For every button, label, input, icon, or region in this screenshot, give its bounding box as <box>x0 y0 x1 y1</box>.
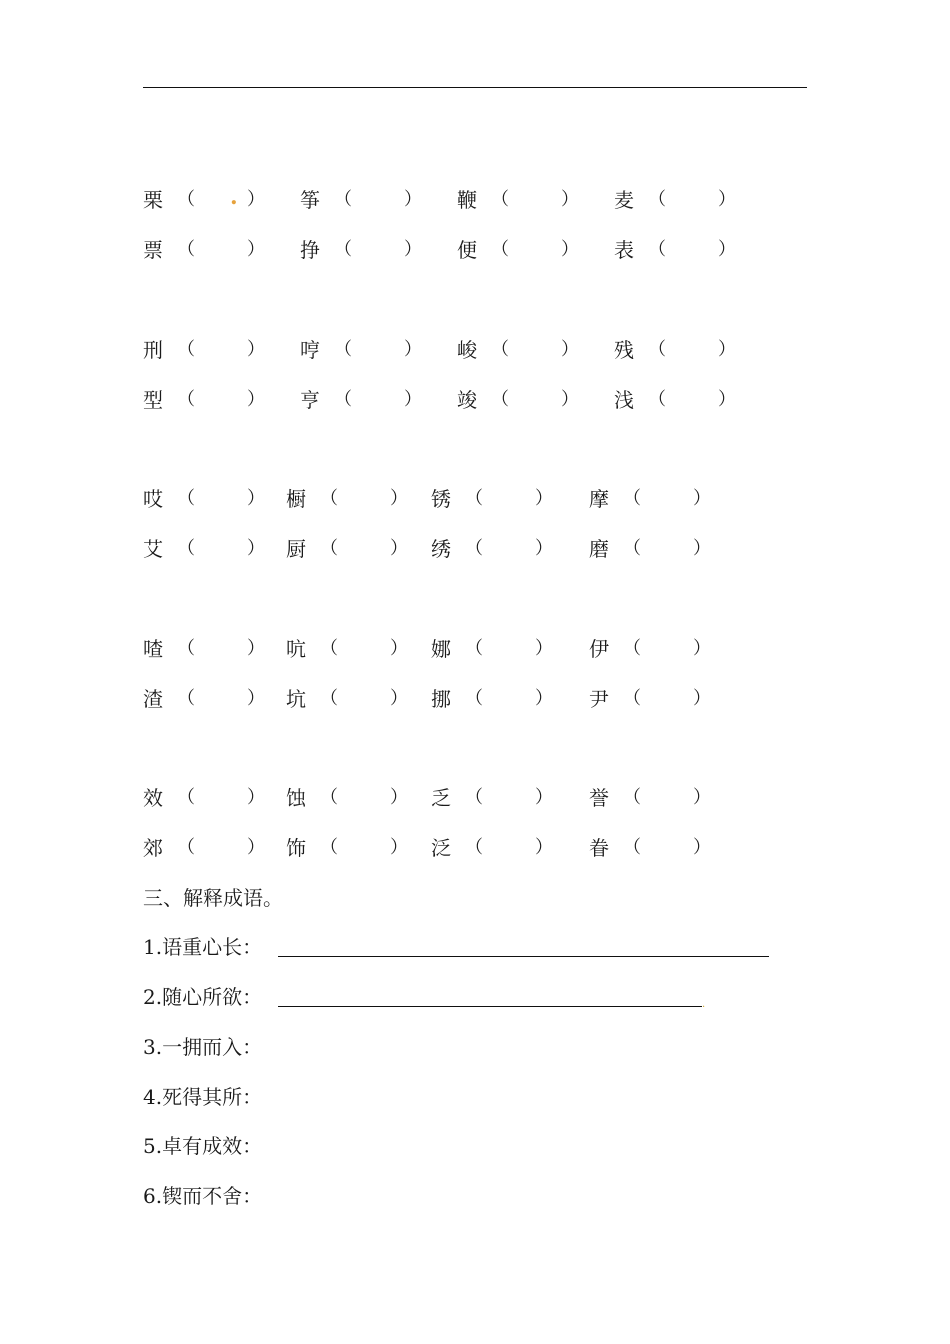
paren-close: ） <box>718 339 736 360</box>
paren-close: ） <box>718 189 736 210</box>
character: 艾 <box>143 537 163 561</box>
character: 喳 <box>143 637 163 661</box>
character: 绣 <box>431 537 451 561</box>
character: 表 <box>614 238 634 262</box>
paren-close: ） <box>247 638 265 659</box>
character: 筝 <box>300 188 320 212</box>
paren-open: （ <box>177 389 195 410</box>
idiom-item-6: 6.锲而不舍： <box>143 1184 263 1208</box>
paren-close: ） <box>535 488 553 509</box>
paren-close: ） <box>561 389 579 410</box>
char-cell <box>431 833 553 863</box>
paren-close: ） <box>693 638 711 659</box>
idiom-item-5: 5.卓有成效： <box>143 1134 263 1158</box>
idiom-label: 1.语重心长： <box>143 935 263 959</box>
dot-mark: . <box>702 999 706 1010</box>
paren-open: （ <box>320 688 338 709</box>
paren-close: ） <box>561 189 579 210</box>
char-cell <box>589 783 711 813</box>
char-cell <box>589 634 711 664</box>
character: 麦 <box>614 188 634 212</box>
paren-close: ） <box>693 538 711 559</box>
paren-open: （ <box>334 339 352 360</box>
idiom-item-1 <box>143 932 262 962</box>
character: 效 <box>143 786 163 810</box>
paren-close: ） <box>247 389 265 410</box>
char-cell <box>143 385 265 415</box>
char-cell <box>457 185 579 215</box>
paren-open: （ <box>465 688 483 709</box>
paren-close: ） <box>247 488 265 509</box>
char-cell <box>457 385 579 415</box>
char-cell <box>286 484 408 514</box>
character: 哎 <box>143 487 163 511</box>
paren-open: （ <box>491 189 509 210</box>
paren-close: ） <box>535 688 553 709</box>
character: 坑 <box>286 687 306 711</box>
paren-close: ） <box>561 339 579 360</box>
section-title: 三、解释成语。 <box>143 886 283 910</box>
character: 誉 <box>589 786 609 810</box>
character: 亨 <box>300 388 320 412</box>
paren-open: （ <box>320 837 338 858</box>
paren-close: ） <box>247 239 265 260</box>
idiom-item-4: 4.死得其所： <box>143 1085 263 1109</box>
paren-open: （ <box>623 638 641 659</box>
char-cell <box>143 684 265 714</box>
character: 鞭 <box>457 188 477 212</box>
char-cell <box>457 235 579 265</box>
paren-open: （ <box>491 339 509 360</box>
character: 哼 <box>300 338 320 362</box>
character: 郊 <box>143 836 163 860</box>
character: 票 <box>143 238 163 262</box>
char-cell <box>300 185 422 215</box>
paren-close: ） <box>390 638 408 659</box>
char-cell <box>614 235 736 265</box>
character: 刑 <box>143 338 163 362</box>
paren-open: （ <box>491 389 509 410</box>
paren-open: （ <box>623 538 641 559</box>
paren-close: ） <box>535 538 553 559</box>
character: 饰 <box>286 836 306 860</box>
char-cell <box>614 385 736 415</box>
paren-open: （ <box>177 538 195 559</box>
paren-open: （ <box>648 239 666 260</box>
char-cell <box>589 684 711 714</box>
paren-close: ） <box>535 837 553 858</box>
paren-open: （ <box>320 538 338 559</box>
paren-close: ） <box>693 787 711 808</box>
idiom-label: 2.随心所欲： <box>143 985 263 1009</box>
char-cell <box>143 484 265 514</box>
char-cell <box>431 484 553 514</box>
character: 锈 <box>431 487 451 511</box>
char-cell <box>614 335 736 365</box>
character: 厨 <box>286 537 306 561</box>
paren-open: （ <box>177 837 195 858</box>
char-cell <box>300 385 422 415</box>
char-cell <box>589 484 711 514</box>
char-cell <box>143 335 265 365</box>
char-cell <box>614 185 736 215</box>
paren-open: （ <box>465 787 483 808</box>
character: 吭 <box>286 637 306 661</box>
paren-open: （ <box>465 538 483 559</box>
paren-close: ） <box>404 339 422 360</box>
char-cell <box>286 634 408 664</box>
character: 橱 <box>286 487 306 511</box>
character: 便 <box>457 238 477 262</box>
char-cell <box>589 534 711 564</box>
paren-close: ） <box>404 389 422 410</box>
character: 型 <box>143 388 163 412</box>
paren-close: ） <box>247 339 265 360</box>
paren-open: （ <box>177 488 195 509</box>
paren-close: ） <box>247 837 265 858</box>
paren-close: ） <box>390 488 408 509</box>
paren-close: ） <box>693 488 711 509</box>
paren-close: ） <box>404 239 422 260</box>
paren-close: ） <box>247 688 265 709</box>
dot-mark: . <box>230 184 238 210</box>
paren-open: （ <box>334 389 352 410</box>
paren-open: （ <box>465 837 483 858</box>
paren-close: ） <box>247 189 265 210</box>
answer-blank[interactable] <box>278 956 769 957</box>
char-cell <box>143 783 265 813</box>
paren-close: ） <box>535 638 553 659</box>
char-cell <box>431 534 553 564</box>
char-cell <box>431 684 553 714</box>
char-cell <box>143 634 265 664</box>
character: 浅 <box>614 388 634 412</box>
idiom-item-3: 3.一拥而入： <box>143 1035 263 1059</box>
char-cell <box>457 335 579 365</box>
paren-close: ） <box>718 239 736 260</box>
paren-close: ） <box>247 538 265 559</box>
character: 竣 <box>457 388 477 412</box>
char-cell <box>431 783 553 813</box>
character: 娜 <box>431 637 451 661</box>
char-cell <box>143 534 265 564</box>
char-cell <box>286 833 408 863</box>
character: 残 <box>614 338 634 362</box>
character: 挣 <box>300 238 320 262</box>
character: 蚀 <box>286 786 306 810</box>
paren-close: ） <box>390 688 408 709</box>
paren-close: ） <box>693 688 711 709</box>
char-cell <box>589 833 711 863</box>
paren-open: （ <box>177 688 195 709</box>
char-cell <box>286 534 408 564</box>
paren-open: （ <box>465 638 483 659</box>
idiom-item-2 <box>143 982 706 1012</box>
paren-close: ） <box>404 189 422 210</box>
char-cell <box>286 783 408 813</box>
char-cell <box>143 235 265 265</box>
character: 眷 <box>589 836 609 860</box>
char-cell <box>286 684 408 714</box>
character: 伊 <box>589 637 609 661</box>
paren-open: （ <box>648 189 666 210</box>
paren-close: ） <box>390 538 408 559</box>
paren-open: （ <box>320 787 338 808</box>
header-rule <box>143 87 807 88</box>
character: 尹 <box>589 687 609 711</box>
character: 乏 <box>431 786 451 810</box>
paren-open: （ <box>320 488 338 509</box>
paren-close: ） <box>718 389 736 410</box>
paren-close: ） <box>535 787 553 808</box>
paren-open: （ <box>648 339 666 360</box>
character: 峻 <box>457 338 477 362</box>
paren-close: ） <box>561 239 579 260</box>
character: 磨 <box>589 537 609 561</box>
paren-open: （ <box>465 488 483 509</box>
character: 摩 <box>589 487 609 511</box>
paren-open: （ <box>623 787 641 808</box>
paren-close: ） <box>247 787 265 808</box>
char-cell <box>143 833 265 863</box>
character: 挪 <box>431 687 451 711</box>
paren-open: （ <box>648 389 666 410</box>
paren-open: （ <box>623 837 641 858</box>
paren-close: ） <box>390 837 408 858</box>
paren-open: （ <box>177 189 195 210</box>
char-cell <box>431 634 553 664</box>
paren-open: （ <box>177 638 195 659</box>
paren-open: （ <box>177 787 195 808</box>
char-cell <box>300 335 422 365</box>
paren-open: （ <box>623 688 641 709</box>
answer-blank[interactable] <box>278 1006 702 1007</box>
paren-open: （ <box>334 189 352 210</box>
character: 泛 <box>431 836 451 860</box>
paren-close: ） <box>693 837 711 858</box>
paren-open: （ <box>334 239 352 260</box>
paren-close: ） <box>390 787 408 808</box>
paren-open: （ <box>320 638 338 659</box>
char-cell <box>300 235 422 265</box>
char-cell <box>143 184 265 215</box>
paren-open: （ <box>623 488 641 509</box>
paren-open: （ <box>177 339 195 360</box>
character: 栗 <box>143 188 163 212</box>
character: 渣 <box>143 687 163 711</box>
paren-open: （ <box>491 239 509 260</box>
paren-open: （ <box>177 239 195 260</box>
